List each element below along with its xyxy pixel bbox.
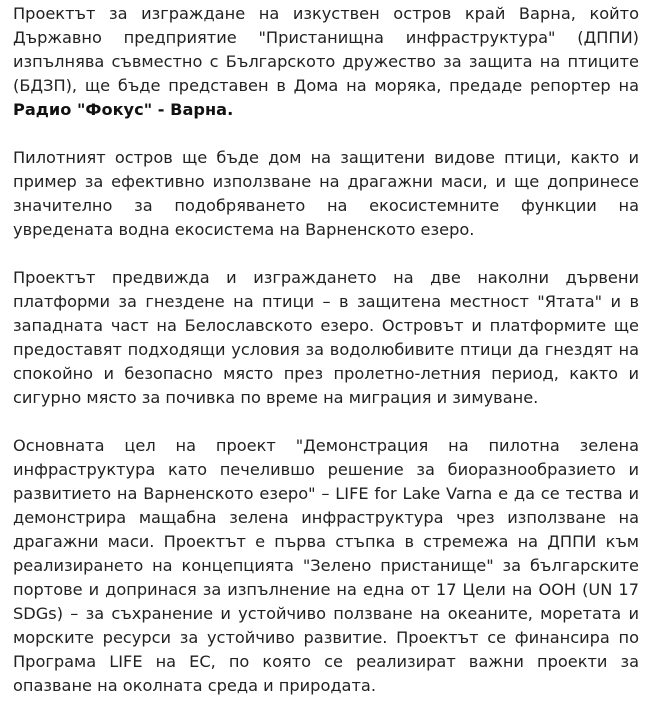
- article-paragraph-2: Пилотният остров ще бъде дом на защитени видове птици, както и пример за ефективно използване на драгажни маси, и ще допринесе значително за подобряването на екосистемните функции на увредената водна екосистема на Варненското езеро.: [13, 148, 639, 239]
- article-paragraph-4: Основната цел на проект "Демонстрация на пилотна зелена инфраструктура като печелившо решение за биоразнообразието и развитието на Варненското езеро" – LIFE for Lake Varna е да се тества и демонстрира мащабна зелена инфраструктура чрез използване на драгажни маси. Проектът е първа стъпка в стремежа на ДППИ към реализирането на концепцията "Зелено пристанище" за българските портове и допринася за изпълнение на една от 17 Цели на ООН (UN 17 SDGs) – за съхранение и устойчиво ползване на океаните, моретата и морските ресурси за устойчиво развитие. Проектът се финансира по Програма LIFE на ЕС, по която се реализират важни проекти за опазване на околната среда и природата.: [13, 436, 639, 695]
- article-paragraph-3: Проектът предвижда и изграждането на две наколни дървени платформи за гнездене на птици – в защитена местност "Ятата" и в западната част на Белославското езеро. Островът и платформите ще предоставят подходящи условия за водолюбивите птици да гнездят на спокойно и безопасно място през пролетно-летния период, както и сигурно място за почивка по време на миграция и зимуване.: [13, 268, 639, 407]
- paragraph-1-text: Проектът за изграждане на изкуствен остров край Варна, който Държавно предприятие "Пристанищна инфраструктура" (ДППИ) изпълнява съвместно с Българското дружество за защита на птиците (БДЗП), ще бъде представен в Дома на моряка, предаде репортер на: [13, 4, 639, 95]
- news-source-name: Радио "Фокус" - Варна.: [13, 100, 234, 119]
- article-paragraph-1: [13, 2, 639, 122]
